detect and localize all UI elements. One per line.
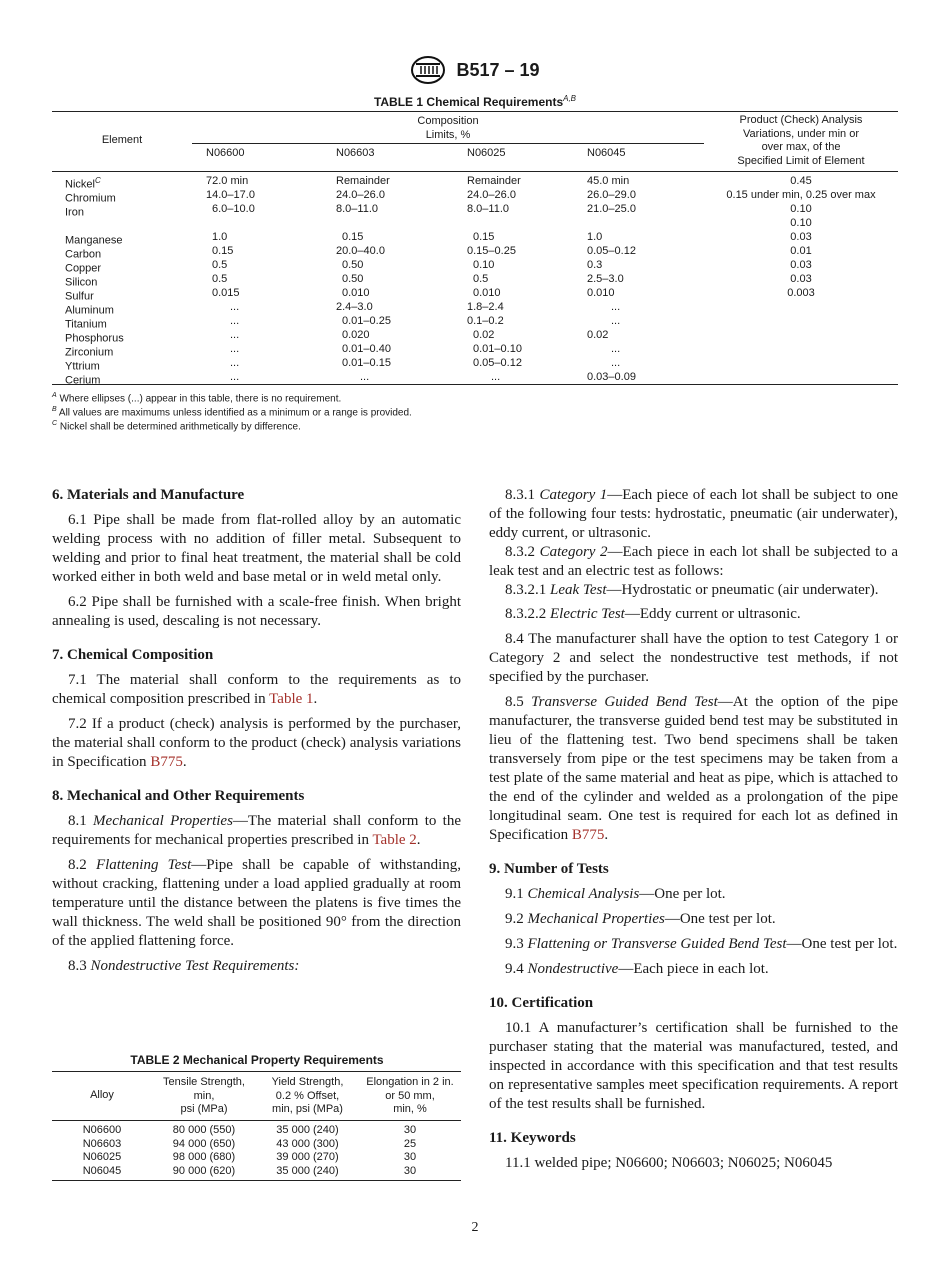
section-heading: 10. Certification [489,995,594,1011]
table1-header-element: Element [101,134,143,146]
table1-value-cell: ... [230,301,240,313]
table1-header-product-analysis: Product (Check) Analysis Variations, under min or over max, of the Specified Limit of Element [737,114,865,167]
table1-product-variation-cell: 0.03 [790,231,812,243]
table1-value-cell: 0.05–0.12 [473,357,522,369]
table1-value-cell: 8.0–11.0 [336,203,379,215]
table2-value-cell: 80 000 (550) [172,1124,236,1136]
table1-product-variation-cell: 0.03 [790,259,812,271]
table1-element-cell: Zirconium [65,346,114,359]
paragraph-9-1: 9.1 Chemical Analysis—One per lot. [505,886,726,902]
table1-element-cell: Chromium [65,192,116,205]
table1-product-variation-cell: 0.15 under min, 0.25 over max [726,189,876,201]
table1-value-cell: 0.010 [473,287,501,299]
standard-designation: B517 – 19 [456,59,540,80]
table1-element-cell: Yttrium [65,360,100,373]
table2-top-rule [52,1071,461,1072]
table2-alloy-cell: N06600 [82,1124,122,1136]
table1-product-variation-cell: 0.03 [790,273,812,285]
table1-value-cell: 24.0–26.0 [336,189,385,201]
paragraph-10-1: 10.1 A manufacturer’s certification shall be furnished to the purchaser stating that the material was manufactured, tested, and inspected in accordance with this specification and that test results on representative samples meet specification requirements. A report of the test results shall be furnished. [489,1020,898,1112]
table2-value-cell: 90 000 (620) [172,1164,236,1177]
section-heading: 6. Materials and Manufacture [52,487,245,503]
table1-value-cell: ... [230,329,240,341]
table1-product-variation-cell: 0.10 [790,203,812,215]
table1-value-cell: 2.4–3.0 [336,301,373,313]
table1-element-cell: Manganese [65,234,123,247]
table1-value-cell: 0.15 [212,245,234,257]
paragraph-11-1: 11.1 welded pipe; N06600; N06603; N06025; N06045 [505,1155,833,1171]
table1-value-cell: ... [230,357,240,369]
table2-value-cell: 43 000 (300) [276,1137,339,1150]
astm-logo-icon [410,55,446,85]
table1-value-cell: ... [611,301,621,313]
table1-product-variation-cell: 0.10 [790,217,812,229]
table2-link[interactable]: Table 2 [372,832,417,848]
paragraph-9-3: 9.3 Flattening or Transverse Guided Bend Test—One test per lot. [505,936,898,952]
table1-value-cell: ... [611,315,621,327]
table2-alloy-cell: N06025 [82,1151,122,1163]
table1-value-cell: 2.5–3.0 [587,273,624,285]
table2-alloy-cell: N06603 [82,1137,122,1150]
paragraph-8-4: 8.4 The manufacturer shall have the option to test Category 1 or Category 2 and select the nondestructive test methods, if not specified by the purchaser. [489,631,898,685]
table1-product-variation-cell: 0.01 [790,245,812,257]
table1-value-cell: 0.01–0.25 [342,315,391,327]
paragraph-6-2: 6.2 Pipe shall be furnished with a scale-free finish. When bright annealing is used, descaling is not necessary. [52,594,461,629]
table1-footnote: $^A$ Where ellipses (...) appear in this table, there is no requirement. [52,392,342,405]
table1-value-cell: 0.010 [587,287,615,299]
table1-value-cell: 20.0–40.0 [336,245,385,257]
table1-value-cell: 0.01–0.15 [342,357,391,369]
table1-link[interactable]: Table 1 [269,691,314,707]
table1-value-cell: 1.0 [212,231,228,243]
table2-value-cell: 35 000 (240) [276,1164,339,1177]
table1-header-alloy: N06045 [587,147,626,159]
table1-title: TABLE 1 Chemical Requirements$^{A,B}$ [373,94,577,109]
table1-value-cell: 26.0–29.0 [587,189,636,201]
table1-value-cell: 0.3 [587,259,603,271]
table2-value-cell: 30 [403,1164,417,1177]
table1-value-cell: 0.5 [212,259,228,271]
left-column [52,486,461,976]
table1-product-variation-cell: 0.45 [790,175,812,187]
table1-header-alloy: N06603 [336,147,375,159]
table1-header-rule [52,171,898,172]
page-number: 2 [471,1220,479,1235]
table1-header-composition: Composition Limits, % [417,115,479,141]
table1-value-cell: 21.0–25.0 [587,203,636,215]
table1-footnote: $^C$ Nickel shall be determined arithmetically by difference. [52,420,301,433]
table2-value-cell: 30 [403,1124,417,1136]
paragraph-8-5: 8.5 Transverse Guided Bend Test—At the option of the pipe manufacturer, the transverse guided bend test may be substituted in lieu of the flattening test. Two bend specimens shall be taken transversely from pipe or the test specimens may be taken from a test plate of the same material and heat as pipe, which is attached to the end of the cylinder and welded as a prolongation of the pipe longitudinal seam. One test is required for each lot as defined in Specification B775. [489,694,898,843]
section-heading: 11. Keywords [489,1130,576,1146]
table2-value-cell: 30 [403,1151,417,1163]
table1-product-variation-cell: 0.003 [787,287,815,299]
table1-value-cell: 0.15–0.25 [467,245,516,257]
paragraph-8-3-2: 8.3.2 Category 2—Each piece in each lot shall be subjected to a leak test and an electric test as follows: [489,544,899,579]
table1-value-cell: ... [230,343,240,355]
table1-value-cell: 0.02 [473,329,495,341]
section-heading: 7. Chemical Composition [52,647,214,663]
table2-header-cell: Alloy [90,1089,114,1101]
table1-value-cell: 0.5 [212,273,228,285]
table2-header-cell: Elongation in 2 in. or 50 mm, min, % [366,1076,454,1115]
table1-value-cell: 0.03–0.09 [587,371,636,383]
table2-header-cell: Yield Strength, 0.2 % Offset, min, psi (MPa) [271,1076,344,1115]
table1-element-cell: Phosphorus [65,332,124,345]
table2-value-cell: 25 [403,1137,417,1150]
table1-value-cell: ... [611,357,621,369]
table2-bottom-rule [52,1180,461,1181]
table1-element-cell: Carbon [65,248,102,261]
paragraph-8-3-2-2: 8.3.2.2 Electric Test—Eddy current or ultrasonic. [505,606,801,622]
table1-value-cell: 0.10 [473,259,495,271]
table1-value-cell: ... [360,371,370,383]
table2-value-cell: 35 000 (240) [276,1124,339,1136]
b775-link[interactable]: B775 [150,754,183,770]
table1-value-cell: 0.010 [342,287,370,299]
table2-title: TABLE 2 Mechanical Property Requirements [130,1053,384,1067]
paragraph-9-2: 9.2 Mechanical Properties—One test per lot. [505,911,776,927]
table1-value-cell: 1.8–2.4 [467,301,504,313]
table1-value-cell: ... [611,343,621,355]
table1-value-cell: 1.0 [587,231,603,243]
page-header [0,55,950,85]
table1-value-cell: 0.015 [212,287,240,299]
table1-element-cell: Copper [65,262,102,275]
table1-value-cell: 0.02 [587,329,609,341]
table1-value-cell: 0.05–0.12 [587,245,636,257]
table1-value-cell: 0.020 [342,329,370,341]
table1-value-cell: 0.01–0.10 [473,343,522,355]
paragraph-7-1: 7.1 The material shall conform to the requirements as to chemical composition prescribed in Table 1. [52,672,461,707]
paragraph-7-2: 7.2 If a product (check) analysis is performed by the purchaser, the material shall conform to the product (check) analysis variations in Specification B775. [52,716,461,770]
table1-value-cell: 8.0–11.0 [467,203,510,215]
paragraph-8-3-1: 8.3.1 Category 1—Each piece of each lot shall be subject to one of the following four tests: hydrostatic, pneumatic (air underwater), eddy current, or ultrasonic. [489,487,898,541]
table2-value-cell: 98 000 (680) [172,1151,236,1163]
table1-element-cell: Aluminum [65,304,114,317]
table1-header-alloy: N06025 [467,147,506,159]
table1-value-cell: 0.50 [342,259,364,271]
section-heading: 8. Mechanical and Other Requirements [52,788,305,804]
table1-value-cell: ... [230,315,240,327]
paragraph-6-1: 6.1 Pipe shall be made from flat-rolled alloy by an automatic welding process with no addition of filler metal. Subsequent to welding and prior to final heat treatment, the material shall be cold worked either in both weld and base metal or in weld metal only. [52,512,461,585]
table1-header-sub-rule [192,143,704,144]
table1-value-cell: 0.15 [342,231,364,243]
table1-value-cell: 6.0–10.0 [212,203,255,215]
paragraph-9-4: 9.4 Nondestructive—Each piece in each lot. [505,961,769,977]
table1-top-rule [52,111,898,112]
table1-footnote: $^B$ All values are maximums unless identified as a minimum or a range is provided. [52,406,412,419]
table1-bottom-rule [52,384,898,385]
paragraph-8-3-2-1: 8.3.2.1 Leak Test—Hydrostatic or pneumatic (air underwater). [505,582,879,598]
table1-value-cell: 0.01–0.40 [342,343,391,355]
table2-header-rule [52,1120,461,1121]
table1-value-cell: 0.50 [342,273,364,285]
table1-header-alloy: N06600 [206,147,245,159]
table1-value-cell: 0.1–0.2 [467,315,504,327]
table1-element-cell: Iron [65,206,84,219]
table2-alloy-cell: N06045 [82,1164,122,1177]
table1-value-cell: 24.0–26.0 [467,189,516,201]
section-heading: 9. Number of Tests [489,861,609,877]
table1-value-cell: 72.0 min [206,175,249,187]
right-column [489,486,898,1173]
table1-value-cell: ... [230,371,240,383]
table2-value-cell: 94 000 (650) [172,1137,236,1150]
table1-element-cell: Sulfur [65,290,94,303]
table1-value-cell: ... [491,371,501,383]
table1-element-cell: Titanium [65,318,107,331]
paragraph-8-3: 8.3 Nondestructive Test Requirements: [68,958,300,974]
table1-value-cell: 0.15 [473,231,495,243]
b775-link[interactable]: B775 [571,827,605,843]
table1-element-cell: Nickel$^C$ [65,176,101,191]
paragraph-8-1: 8.1 Mechanical Properties—The material shall conform to the requirements for mechanical properties prescribed in Table 2. [52,813,461,848]
table2-value-cell: 39 000 (270) [276,1151,339,1163]
table2-header-cell: Tensile Strength, min, psi (MPa) [163,1076,245,1115]
table1-value-cell: 0.5 [473,273,489,285]
table1-element-cell: Cerium [65,374,101,387]
table1-value-cell: Remainder [336,175,390,187]
table1-element-cell: Silicon [65,276,98,289]
table1-value-cell: 45.0 min [587,175,630,187]
paragraph-8-2: 8.2 Flattening Test—Pipe shall be capable of withstanding, without cracking, flattening under a load applied gradually at room temperature until the distance between the platens is five times the wall thickness. The weld shall be positioned 90° from the direction of the applied flattening force. [52,857,461,949]
table1-value-cell: 14.0–17.0 [206,189,255,201]
table1-value-cell: Remainder [467,175,521,187]
